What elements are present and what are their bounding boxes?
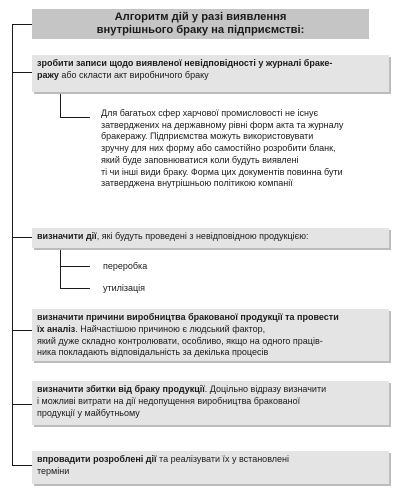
step-3-connector <box>12 330 32 331</box>
diagram-title-box <box>32 9 369 39</box>
note-line-4: зручну для них форму або самостійно розробити бланк, <box>101 143 336 154</box>
step-3-line-3: який дуже складно контролювати, особливо, якщо на одного праців- <box>37 335 323 346</box>
step-4-line-2: і можливі витрати на дії недопущення виробництва бракованої <box>37 395 301 406</box>
step-5-connector <box>12 465 32 466</box>
step-2-rest: , які будуть проведені з невідповідною продукцією: <box>96 231 309 241</box>
step-5-line-1-rest: та реалізувати їх у встановлені <box>156 454 289 464</box>
title-connector <box>12 24 32 25</box>
main-connector-line <box>12 24 13 465</box>
step-3-line-2-rest: . Найчастішою причиною є людський фактор, <box>75 323 266 334</box>
step-3-line-4: ника покладають відповідальність за декілька процесів <box>37 347 269 358</box>
step-4-box <box>32 381 389 425</box>
step-5-line-1-bold: впровадити розроблені дії <box>37 454 157 464</box>
step-1-box <box>32 55 389 92</box>
journal-note <box>101 108 391 190</box>
step-5-box <box>32 451 389 484</box>
note-connector-vertical <box>60 91 61 118</box>
step-1-line-2-rest: або скласти акт виробничого браку <box>58 69 209 80</box>
step-4-connector <box>12 404 32 405</box>
title-line-2: внутрішнього браку на підприємстві: <box>96 24 305 36</box>
note-connector-horizontal <box>60 117 90 118</box>
step-5-line-2: терміни <box>37 465 70 476</box>
note-line-7: затверджена внутрішньою політикою компанії <box>101 178 293 189</box>
action-item-disposal: утилізація <box>103 283 146 293</box>
step-1-line-2-bold: ражу <box>37 69 59 80</box>
step-3-line-2-bold: їх аналіз <box>37 323 76 334</box>
action-1-connector <box>60 266 90 267</box>
title-line-1: Алгоритм дій у разі виявлення <box>114 11 287 23</box>
note-line-6: ті чи інші види браку. Форма цих документів повинна бути <box>101 166 343 177</box>
step-1-connector <box>12 72 32 73</box>
step-4-line-3: продукції у майбутньому <box>37 407 140 418</box>
action-item-processing: переробка <box>103 261 148 271</box>
action-2-connector <box>60 288 90 289</box>
step-4-line-1-bold: визначити збитки від браку продукції <box>37 384 205 394</box>
actions-connector-vertical <box>60 247 61 289</box>
step-2-box <box>32 228 389 248</box>
step-3-box <box>32 309 389 361</box>
note-line-5: який буде заповнюватися коли будуть виявлені <box>101 154 299 165</box>
step-1-line-1: зробити записи щодо виявленої невідповідності у журналі браке- <box>37 58 333 68</box>
step-4-line-1-rest: . Доцільно відразу визначити <box>204 384 327 394</box>
step-3-line-1: визначити причини виробництва бракованої продукції та провести <box>37 312 339 322</box>
note-line-3: бракеражу. Підприємства можуть використовувати <box>101 131 314 142</box>
note-line-1: Для багатьох сфер харчової промисловості не існує <box>101 108 319 118</box>
step-2-bold: визначити дії <box>37 231 97 241</box>
step-2-connector <box>12 237 32 238</box>
note-line-2: затверджених на державному рівні форм акта та журналу <box>101 119 344 130</box>
